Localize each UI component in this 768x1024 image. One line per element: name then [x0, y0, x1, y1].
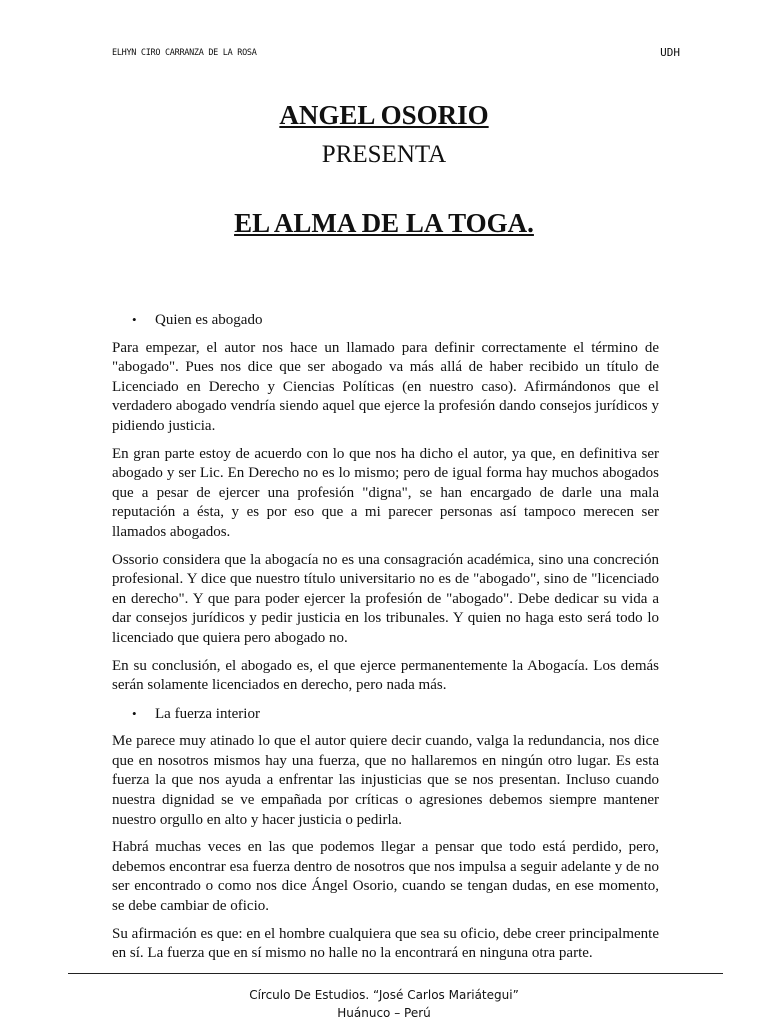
paragraph: Ossorio considera que la abogacía no es una consagración académica, sino una concreción profesional. Y dice que nuestro título universitario no es de "abogado", sino de "licenciado en derecho". Y que para poder ejercer la profesión de "abogado". Debe dedicar su vida a dar consejos jurídicos y pedir justicia en los tribunales. Y quien no haga esto será todo lo licenciado que quiera pero abogado no. — [112, 551, 659, 646]
paragraph: Me parece muy atinado lo que el autor quiere decir cuando, valga la redundancia, nos dice que en nosotros mismos hay una fuerza, que no hallaremos en ningún otro lugar. Es esta fuerza la que nos ayuda a enfrentar las injusticias que se nos presentan. Incluso cuando nuestra dignidad se ve empañada por críticas o agresiones debemos siempre mantener nuestro orgullo en alto y hacer justicia o pedirla. — [112, 733, 659, 828]
paragraph: En su conclusión, el abogado es, el que ejerce permanentemente la Abogacía. Los demás serán solamente licenciados en derecho, pero nada más. — [112, 657, 659, 694]
bullet-icon: • — [132, 312, 137, 327]
book-title: EL ALMA DE LA TOGA. — [234, 208, 534, 238]
page-footer — [0, 986, 768, 1022]
paragraph: Para empezar, el autor nos hace un llamado para definir correctamente el término de "abogado". Pues nos dice que ser abogado va más allá de haber recibido un título de Licenciado en Derecho y Ciencias Políticas (en nuestro caso). Afirmándonos que el verdadero abogado vendría siendo aquel que ejerce la profesión dando consejos jurídicos y pidiendo justicia. — [112, 339, 659, 434]
bullet-icon: • — [132, 705, 137, 721]
section-heading — [112, 310, 659, 331]
document-body — [112, 310, 659, 972]
footer-line-2: Huánuco – Perú — [337, 1006, 431, 1020]
footer-line-1: Círculo De Estudios. “José Carlos Mariátegui” — [249, 988, 519, 1002]
section-heading-label: Quien es abogado — [155, 312, 263, 328]
footer-divider — [68, 973, 723, 974]
header-institution: UDH — [660, 46, 680, 59]
page-header — [112, 46, 680, 62]
subtitle: PRESENTA — [321, 141, 447, 168]
paragraph: Su afirmación es que: en el hombre cualquiera que sea su oficio, debe creer principalmente en sí. La fuerza que en sí mismo no halle no la encontrará en ninguna otra parte. — [112, 925, 659, 962]
title-block — [0, 100, 768, 238]
section-heading-label: La fuerza interior — [155, 705, 260, 722]
paragraph: En gran parte estoy de acuerdo con lo que nos ha dicho el autor, ya que, en definitiva ser abogado y ser Lic. En Derecho no es lo mismo; pero de igual forma hay muchos abogados que a pesar de ejercer una profesión "digna", se han encargado de darle una mala reputación a ésta, y es por eso que a mi parecer personas así tampoco merecen ser llamados abogados. — [112, 445, 659, 540]
page-title: ANGEL OSORIO — [279, 100, 489, 130]
header-author: ELHYN CIRO CARRANZA DE LA ROSA — [112, 48, 257, 58]
section-heading — [112, 704, 659, 725]
paragraph: Habrá muchas veces en las que podemos llegar a pensar que todo está perdido, pero, debemos encontrar esa fuerza dentro de nosotros que nos impulsa a seguir adelante y de no ser encontrado o como nos dice Ángel Osorio, cuando se tengan dudas, en ese momento, se debe cambiar de oficio. — [112, 839, 659, 915]
